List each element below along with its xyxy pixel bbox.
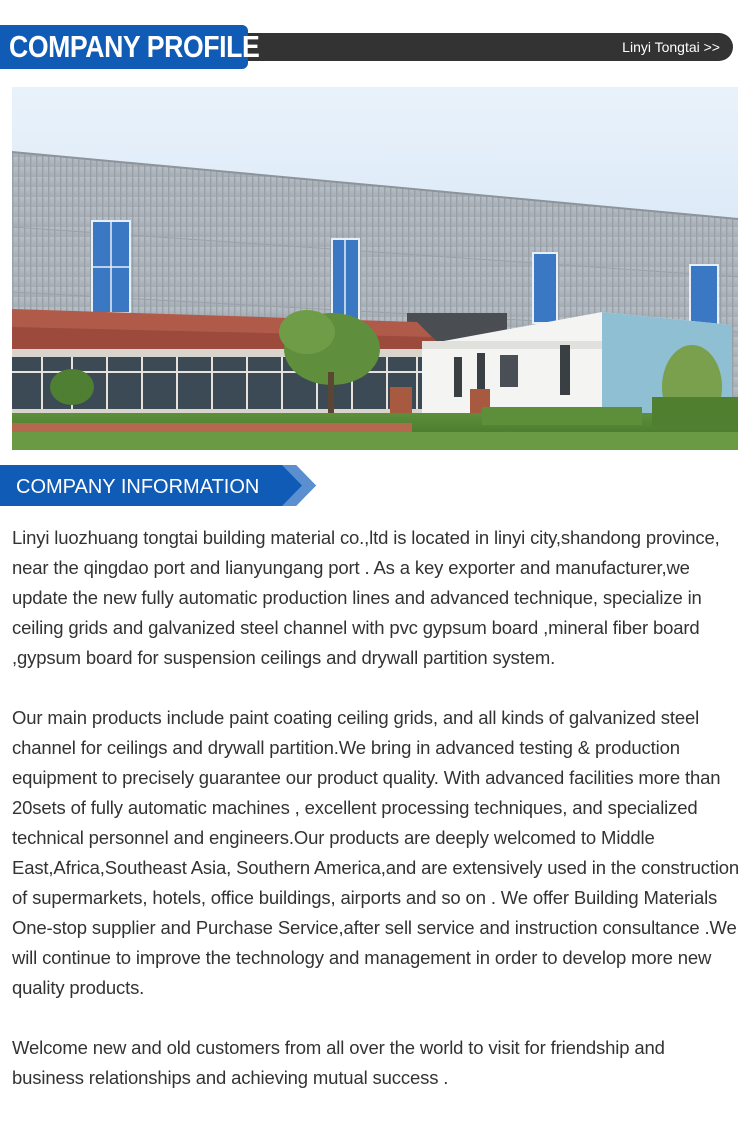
page-title: COMPANY PROFILE [9,29,260,64]
paragraph-products: Our main products include paint coating ceiling grids, and all kinds of galvanized steel channel for ceilings and drywall partition.We bring in advanced testing & production equipment to precisely guarantee our product quality. With advanced facilities more than 20sets of fully automatic machines , excellent processing techniques, and specialized technical personnel and engineers.Our products are deeply welcomed to Middle East,Africa,Southeast Asia, Southern America,and are extensively used in the construction of supermarkets, hotels, office buildings, airports and so on . We offer Building Materials One-stop supplier and Purchase Service,after sell service and instruction consultance .We will continue to improve the technology and management in order to develop more new quality products. [12,707,740,998]
company-information-tag [0,465,320,506]
paragraph-welcome: Welcome new and old customers from all over the world to visit for friendship and business relationships and achieving mutual success . [12,1037,665,1088]
factory-photo [12,87,738,450]
linyi-tongtai-link[interactable]: Linyi Tongtai >> [622,39,720,55]
company-description [12,523,740,1123]
profile-header [0,25,750,69]
section-title: COMPANY INFORMATION [16,476,260,498]
header-title-block [0,25,260,69]
paragraph-intro: Linyi luozhuang tongtai building material co.,ltd is located in linyi city,shandong province, near the qingdao port and lianyungang port . As a key exporter and manufacturer,we update the new fully automatic production lines and advanced technique, specialize in ceiling grids and galvanized steel channel with pvc gypsum board ,mineral fiber board ,gypsum board for suspension ceilings and drywall partition system. [12,527,720,668]
factory-building-image [12,87,738,450]
